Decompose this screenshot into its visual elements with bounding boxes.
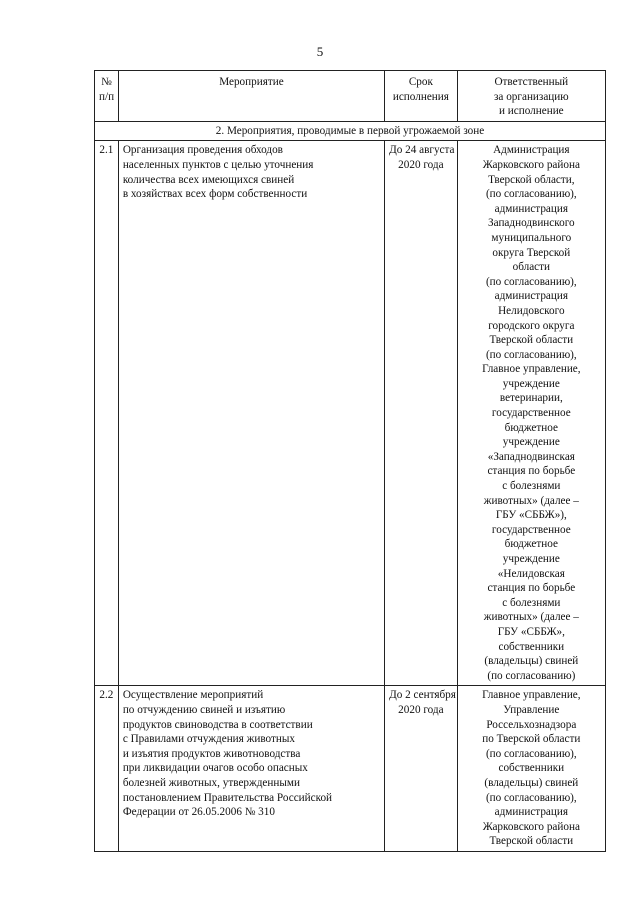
responsible-line: Тверской области — [489, 334, 574, 347]
responsible-line: Главное управление, — [482, 363, 581, 376]
responsible-line: Тверской области — [489, 835, 574, 848]
responsible-line: государственное — [491, 523, 571, 536]
responsible-line: Россельхознадзора — [486, 718, 577, 731]
term-line: 2020 года — [398, 703, 444, 716]
term-line: До 2 сентября — [389, 689, 456, 702]
section-title: 2. Мероприятия, проводимые в первой угрожаемой зоне — [95, 121, 606, 141]
measures-table — [94, 70, 606, 852]
term-line: 2020 года — [398, 158, 444, 171]
responsible-line: станция по борьбе — [487, 465, 576, 478]
row-term — [385, 686, 458, 852]
responsible-line: с болезнями — [502, 596, 561, 609]
responsible-line: государственное — [491, 407, 571, 420]
responsible-line: администрация — [494, 202, 569, 215]
responsible-line: (по согласованию), — [485, 188, 577, 201]
responsible-line: с болезнями — [502, 480, 561, 493]
table-row — [95, 686, 606, 852]
row-activity — [118, 141, 384, 686]
responsible-line: животных» (далее – — [483, 494, 579, 507]
row-term — [385, 141, 458, 686]
responsible-line: (по согласованию), — [485, 791, 577, 804]
responsible-line: (по согласованию) — [487, 669, 576, 682]
responsible-line: администрация — [494, 290, 569, 303]
responsible-line: ГБУ «СББЖ»), — [495, 509, 567, 522]
header-activity — [118, 71, 384, 122]
activity-line: с Правилами отчуждения животных — [122, 733, 295, 746]
header-term — [385, 71, 458, 122]
responsible-line: муниципального — [491, 231, 572, 244]
responsible-line: (по согласованию), — [485, 348, 577, 361]
activity-line: болезней животных, утвержденными — [122, 776, 300, 789]
header-number-line: п/п — [99, 90, 115, 103]
activity-line: по отчуждению свиней и изъятию — [122, 703, 286, 716]
responsible-line: области — [512, 261, 551, 274]
header-responsible-line: Ответственный — [494, 76, 569, 88]
responsible-line: ветеринарии, — [499, 392, 563, 405]
row-number: 2.2 — [95, 686, 119, 852]
responsible-line: собственники — [498, 640, 565, 653]
responsible-line: Нелидовского — [498, 304, 565, 317]
responsible-line: Западнодвинского — [488, 217, 575, 230]
responsible-line: Жарковского района — [482, 820, 580, 833]
header-responsible-line: и исполнение — [499, 105, 564, 118]
activity-line: при ликвидации очагов особо опасных — [122, 762, 308, 775]
activity-line: Организация проведения обходов — [122, 144, 283, 157]
activity-line: и изъятия продуктов животноводства — [122, 747, 301, 760]
header-term-line: исполнения — [392, 90, 449, 103]
responsible-line: животных» (далее – — [483, 611, 579, 624]
row-responsible — [457, 686, 605, 852]
row-number: 2.1 — [95, 141, 119, 686]
activity-line: Осуществление мероприятий — [122, 689, 264, 702]
activity-line: населенных пунктов с целью уточнения — [122, 158, 314, 171]
responsible-line: администрация — [494, 806, 569, 819]
header-responsible-line: за организацию — [494, 90, 569, 103]
responsible-line: округа Тверской — [492, 246, 571, 259]
responsible-line: станция по борьбе — [487, 582, 576, 595]
row-activity — [118, 686, 384, 852]
responsible-line: Тверской области, — [488, 173, 575, 186]
responsible-line: Главное управление, — [482, 689, 581, 702]
header-term-line: Срок — [408, 76, 433, 88]
responsible-line: Жарковского района — [482, 158, 580, 171]
table-row — [95, 141, 606, 686]
responsible-line: Администрация — [493, 144, 570, 157]
responsible-line: собственники — [498, 762, 565, 775]
activity-line: в хозяйствах всех форм собственности — [122, 188, 308, 201]
responsible-line: бюджетное — [504, 538, 558, 551]
header-activity-label: Мероприятие — [219, 76, 284, 88]
table-header-row — [95, 71, 606, 122]
header-number — [95, 71, 119, 122]
activity-line: Федерации от 26.05.2006 № 310 — [122, 806, 275, 819]
responsible-line: учреждение — [502, 377, 560, 390]
responsible-line: Управление — [503, 703, 560, 716]
responsible-line: «Нелидовская — [497, 567, 565, 580]
responsible-line: (владельцы) свиней — [484, 776, 579, 789]
term-line: До 24 августа — [389, 144, 455, 157]
responsible-line: ГБУ «СББЖ», — [497, 625, 565, 638]
responsible-line: (владельцы) свиней — [484, 655, 579, 668]
row-responsible — [457, 141, 605, 686]
activity-line: количества всех имеющихся свиней — [122, 173, 295, 186]
responsible-line: учреждение — [502, 553, 560, 565]
responsible-line: (по согласованию), — [485, 275, 577, 288]
responsible-line: учреждение — [502, 436, 560, 449]
activity-line: продуктов свиноводства в соответствии — [122, 718, 313, 731]
responsible-line: (по согласованию), — [485, 747, 577, 760]
responsible-line: «Западнодвинская — [487, 450, 575, 463]
header-responsible — [457, 71, 605, 122]
section-row — [95, 121, 606, 141]
page-number: 5 — [316, 44, 324, 59]
responsible-line: по Тверской области — [482, 733, 581, 746]
responsible-line: городского округа — [488, 319, 575, 332]
header-number-line: № — [101, 76, 112, 88]
activity-line: постановлением Правительства Российской — [122, 791, 333, 804]
responsible-line: бюджетное — [504, 421, 558, 434]
